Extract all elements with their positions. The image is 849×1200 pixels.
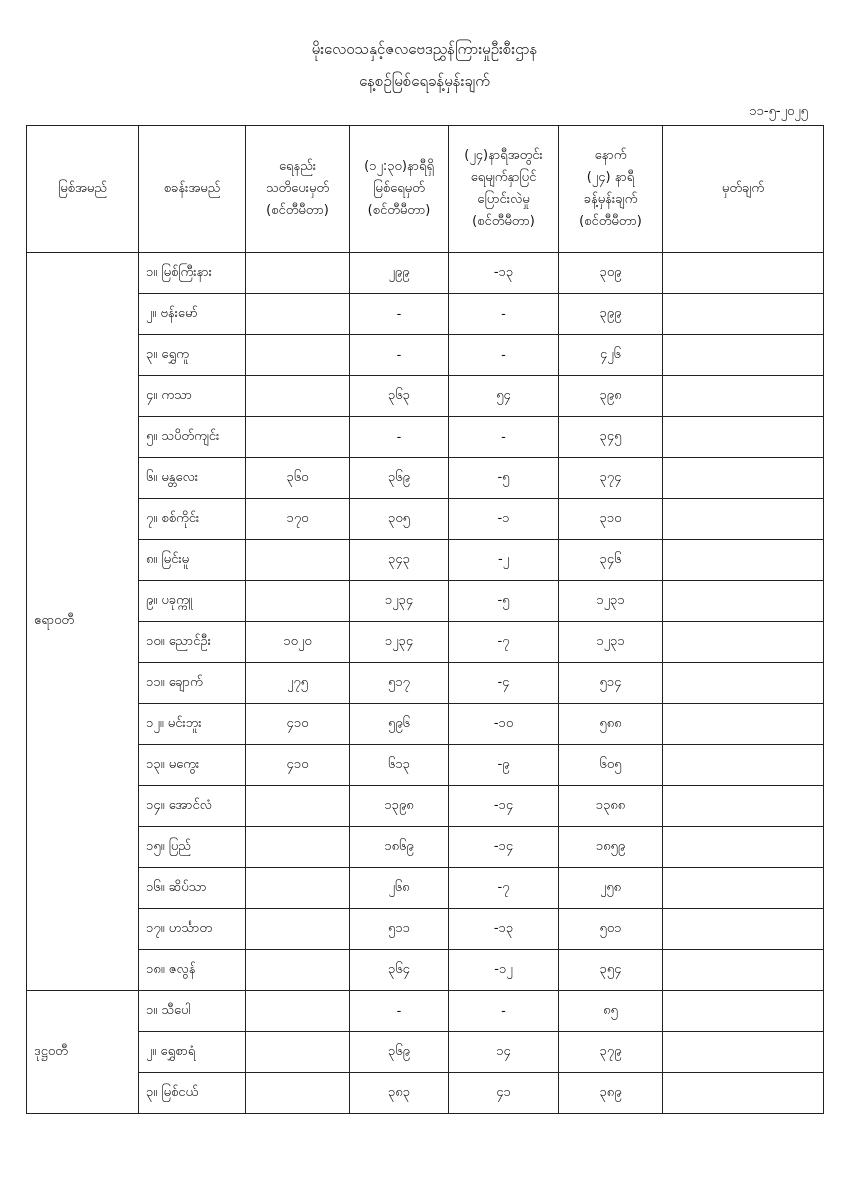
- header-water-level: (၁၂:၃၀)နာရီရှိ မြစ်ရေမှတ် (စင်တီမီတာ): [350, 126, 449, 253]
- header-change: (၂၄)နာရီအတွင်း ရေမျက်နှာပြင် ပြောင်းလဲမှု (စင်တီမီတာ): [449, 126, 559, 253]
- remarks-cell: [663, 417, 824, 458]
- remarks-cell: [663, 622, 824, 663]
- forecast-cell: ၃၉၈: [559, 376, 663, 417]
- station-cell: ၄။ ကသာ: [139, 376, 246, 417]
- remarks-cell: [663, 950, 824, 991]
- forecast-cell: ၁၈၅၉: [559, 827, 663, 868]
- water-level-cell: ၁၂၃၄: [350, 622, 449, 663]
- remarks-cell: [663, 909, 824, 950]
- station-cell: ၁၁။ ချောက်: [139, 663, 246, 704]
- station-cell: ၉။ ပခုက္ကူ: [139, 581, 246, 622]
- forecast-cell: ၅၀၁: [559, 909, 663, 950]
- danger-level-cell: ၁၇၀: [246, 499, 350, 540]
- water-level-cell: ၃၄၃: [350, 540, 449, 581]
- forecast-cell: ၃၉၉: [559, 294, 663, 335]
- table-row: [27, 376, 824, 417]
- station-cell: ၁၅။ ပြည်: [139, 827, 246, 868]
- header-station: စခန်းအမည်: [139, 126, 246, 253]
- station-cell: ၁၀။ ညောင်ဦး: [139, 622, 246, 663]
- station-cell: ၂။ ရွှေစာရံ: [139, 1032, 246, 1073]
- table-row: [27, 704, 824, 745]
- change-cell: -၇: [449, 622, 559, 663]
- table-row: [27, 253, 824, 294]
- table-row: [27, 786, 824, 827]
- danger-level-cell: ၃၆၀: [246, 458, 350, 499]
- station-cell: ၃။ ရွှေကူ: [139, 335, 246, 376]
- station-cell: ၁၃။ မကွေး: [139, 745, 246, 786]
- table-row: [27, 663, 824, 704]
- water-level-cell: ၃၀၅: [350, 499, 449, 540]
- water-level-cell: ၁၈၆၉: [350, 827, 449, 868]
- remarks-cell: [663, 335, 824, 376]
- danger-level-cell: [246, 581, 350, 622]
- water-level-cell: -: [350, 335, 449, 376]
- station-cell: ၁။ မြစ်ကြီးနား: [139, 253, 246, 294]
- remarks-cell: [663, 704, 824, 745]
- danger-level-cell: ၄၁၀: [246, 745, 350, 786]
- forecast-cell: ၃၅၄: [559, 950, 663, 991]
- change-cell: -၁၂: [449, 950, 559, 991]
- change-cell: -: [449, 335, 559, 376]
- table-row: [27, 622, 824, 663]
- forecast-cell: ၁၂၃၁: [559, 622, 663, 663]
- change-cell: -၄: [449, 663, 559, 704]
- table-row: [27, 458, 824, 499]
- water-level-cell: ၅၉၆: [350, 704, 449, 745]
- change-cell: -၁၃: [449, 253, 559, 294]
- change-cell: -: [449, 991, 559, 1032]
- remarks-cell: [663, 253, 824, 294]
- table-row: [27, 499, 824, 540]
- remarks-cell: [663, 540, 824, 581]
- water-level-cell: ၁၃၉၈: [350, 786, 449, 827]
- change-cell: -၁၄: [449, 786, 559, 827]
- header-river: မြစ်အမည်: [27, 126, 139, 253]
- water-level-cell: -: [350, 294, 449, 335]
- remarks-cell: [663, 581, 824, 622]
- station-cell: ၁၂။ မင်းဘူး: [139, 704, 246, 745]
- change-cell: -၇: [449, 868, 559, 909]
- river-name-cell: ဧရာဝတီ: [27, 253, 139, 991]
- header-row: [27, 126, 824, 253]
- station-cell: ၈။ မြင်းမူ: [139, 540, 246, 581]
- water-level-cell: -: [350, 991, 449, 1032]
- danger-level-cell: ၂၇၅: [246, 663, 350, 704]
- forecast-cell: ၂၅၈: [559, 868, 663, 909]
- header-remarks: မှတ်ချက်: [663, 126, 824, 253]
- danger-level-cell: ၄၁၀: [246, 704, 350, 745]
- forecast-cell: ၆၀၅: [559, 745, 663, 786]
- danger-level-cell: [246, 335, 350, 376]
- header-forecast: နောက် (၂၄) နာရီ ခန့်မှန်းချက် (စင်တီမီတာ): [559, 126, 663, 253]
- remarks-cell: [663, 745, 824, 786]
- remarks-cell: [663, 499, 824, 540]
- remarks-cell: [663, 991, 824, 1032]
- table-row: [27, 335, 824, 376]
- water-level-cell: ၃၆၃: [350, 376, 449, 417]
- forecast-cell: ၁၂၃၁: [559, 581, 663, 622]
- danger-level-cell: [246, 868, 350, 909]
- table-row: [27, 294, 824, 335]
- water-level-cell: ၅၁၁: [350, 909, 449, 950]
- danger-level-cell: ၁၀၂၀: [246, 622, 350, 663]
- forecast-cell: ၃၄၆: [559, 540, 663, 581]
- change-cell: -၂: [449, 540, 559, 581]
- river-level-table: [26, 125, 824, 1114]
- station-cell: ၅။ သပိတ်ကျင်း: [139, 417, 246, 458]
- danger-level-cell: [246, 827, 350, 868]
- forecast-cell: ၃၇၄: [559, 458, 663, 499]
- forecast-cell: ၅၁၄: [559, 663, 663, 704]
- station-cell: ၁၆။ ဆိပ်သာ: [139, 868, 246, 909]
- change-cell: ၁၄: [449, 1032, 559, 1073]
- remarks-cell: [663, 868, 824, 909]
- table-row: [27, 991, 824, 1032]
- remarks-cell: [663, 1073, 824, 1114]
- change-cell: -: [449, 417, 559, 458]
- table-row: [27, 909, 824, 950]
- station-cell: ၁၄။ အောင်လံ: [139, 786, 246, 827]
- remarks-cell: [663, 376, 824, 417]
- station-cell: ၁၈။ ဇလွန်: [139, 950, 246, 991]
- water-level-cell: ၁၂၃၄: [350, 581, 449, 622]
- water-level-cell: ၂၆၈: [350, 868, 449, 909]
- forecast-cell: ၃၇၉: [559, 1032, 663, 1073]
- danger-level-cell: [246, 1073, 350, 1114]
- danger-level-cell: [246, 1032, 350, 1073]
- danger-level-cell: [246, 950, 350, 991]
- station-cell: ၇။ စစ်ကိုင်း: [139, 499, 246, 540]
- table-row: [27, 417, 824, 458]
- danger-level-cell: [246, 294, 350, 335]
- water-level-cell: ၂၉၉: [350, 253, 449, 294]
- remarks-cell: [663, 294, 824, 335]
- table-row: [27, 868, 824, 909]
- danger-level-cell: [246, 253, 350, 294]
- remarks-cell: [663, 663, 824, 704]
- water-level-cell: ၃၆၉: [350, 1032, 449, 1073]
- water-level-cell: ၃၆၉: [350, 458, 449, 499]
- table-row: [27, 540, 824, 581]
- change-cell: -၁: [449, 499, 559, 540]
- danger-level-cell: [246, 417, 350, 458]
- forecast-cell: ၁၃၈၈: [559, 786, 663, 827]
- danger-level-cell: [246, 786, 350, 827]
- forecast-cell: ၃၈၉: [559, 1073, 663, 1114]
- change-cell: ၅၄: [449, 376, 559, 417]
- change-cell: -၅: [449, 581, 559, 622]
- table-row: [27, 827, 824, 868]
- table-row: [27, 581, 824, 622]
- forecast-cell: ၄၂၆: [559, 335, 663, 376]
- department-title: မိုးလေဝသနှင့်ဇလဗေဒညွှန်ကြားမှုဦးစီးဌာန: [311, 40, 538, 58]
- header-danger-level: ရေနည်း သတိပေးမှတ် (စင်တီမီတာ): [246, 126, 350, 253]
- table-row: [27, 1032, 824, 1073]
- station-cell: ၁၇။ ဟင်္သာတ: [139, 909, 246, 950]
- change-cell: -၁၄: [449, 827, 559, 868]
- river-name-cell: ဒုဋ္ဌဝတီ: [27, 991, 139, 1114]
- change-cell: -၁၀: [449, 704, 559, 745]
- change-cell: -၉: [449, 745, 559, 786]
- water-level-cell: ၆၁၃: [350, 745, 449, 786]
- report-date: ၁၁-၅-၂၀၂၅: [749, 104, 808, 119]
- remarks-cell: [663, 786, 824, 827]
- report-title: နေ့စဉ်မြစ်ရေခန့်မှန်းချက်: [359, 72, 490, 90]
- danger-level-cell: [246, 991, 350, 1032]
- change-cell: -: [449, 294, 559, 335]
- remarks-cell: [663, 458, 824, 499]
- water-level-cell: ၃၆၄: [350, 950, 449, 991]
- danger-level-cell: [246, 376, 350, 417]
- change-cell: ၄၁: [449, 1073, 559, 1114]
- station-cell: ၆။ မန္တလေး: [139, 458, 246, 499]
- change-cell: -၁၃: [449, 909, 559, 950]
- danger-level-cell: [246, 909, 350, 950]
- forecast-cell: ၃၁၀: [559, 499, 663, 540]
- station-cell: ၂။ ဗန်းမော်: [139, 294, 246, 335]
- table-row: [27, 745, 824, 786]
- table-row: [27, 950, 824, 991]
- station-cell: ၁။ သီပေါ: [139, 991, 246, 1032]
- danger-level-cell: [246, 540, 350, 581]
- forecast-cell: ၅၈၈: [559, 704, 663, 745]
- station-cell: ၃။ မြစ်ငယ်: [139, 1073, 246, 1114]
- remarks-cell: [663, 1032, 824, 1073]
- forecast-cell: ၃၄၅: [559, 417, 663, 458]
- remarks-cell: [663, 827, 824, 868]
- water-level-cell: -: [350, 417, 449, 458]
- table-row: [27, 1073, 824, 1114]
- forecast-cell: ၃၀၉: [559, 253, 663, 294]
- forecast-cell: ၈၅: [559, 991, 663, 1032]
- water-level-cell: ၅၁၇: [350, 663, 449, 704]
- change-cell: -၅: [449, 458, 559, 499]
- water-level-cell: ၃၈၃: [350, 1073, 449, 1114]
